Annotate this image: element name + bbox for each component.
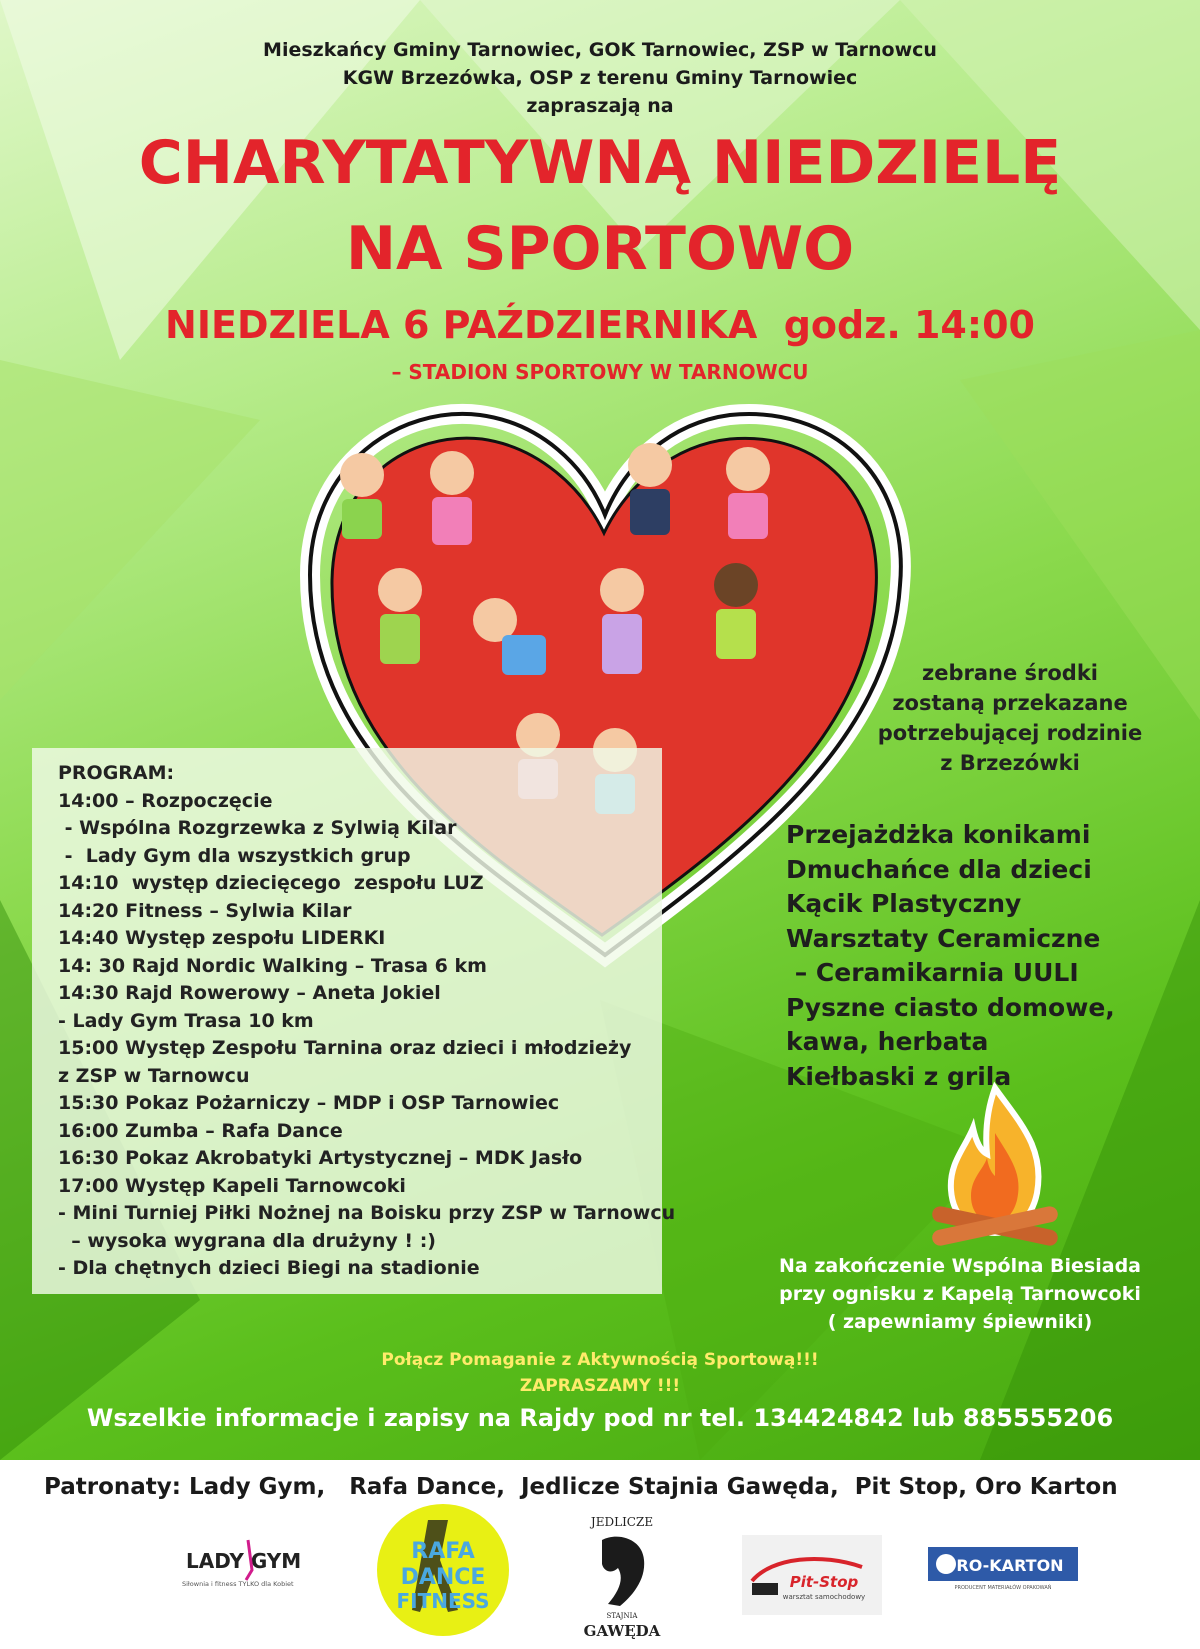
svg-text:FITNESS: FITNESS [396, 1589, 490, 1613]
attraction-item: – Ceramikarnia UULI [786, 958, 1079, 987]
organizers-line-3: zapraszają na [526, 95, 674, 117]
program-item: 14:00 – Rozpoczęcie [58, 789, 273, 812]
event-date: NIEDZIELA 6 PAŹDZIERNIKA godz. 14:00 [165, 303, 1035, 347]
campfire-icon [925, 1078, 1065, 1253]
program-item: - Lady Gym Trasa 10 km [58, 1009, 314, 1032]
svg-text:PRODUCENT MATERIAŁÓW OPAKOWAŃ: PRODUCENT MATERIAŁÓW OPAKOWAŃ [954, 1585, 1052, 1591]
svg-text:DANCE: DANCE [400, 1565, 486, 1590]
attraction-item: Pyszne ciasto domowe, [786, 992, 1115, 1022]
funds-line: potrzebującej rodzinie [877, 721, 1143, 745]
oro-karton-logo [928, 1545, 1078, 1591]
program-item: z ZSP w Tarnowcu [58, 1064, 250, 1087]
program-item: - Mini Turniej Piłki Nożnej na Boisku przy ZSP w Tarnowcu [58, 1202, 676, 1224]
closing-line: Na zakończenie Wspólna Biesiada [778, 1255, 1141, 1277]
patrons-line: Patronaty: Lady Gym, Rafa Dance, Jedlicze Stajnia Gawęda, Pit Stop, Oro Karton [44, 1474, 1118, 1500]
program-item: 14:20 Fitness – Sylwia Kilar [58, 899, 352, 922]
program-item: 14:30 Rajd Rowerowy – Aneta Jokiel [58, 982, 441, 1004]
event-title-line-1: CHARYTATYWNĄ NIEDZIELĘ [138, 128, 1062, 198]
program-item: - Lady Gym dla wszystkich grup [58, 844, 411, 867]
funds-note [860, 658, 1160, 778]
program-item: 16:00 Zumba – Rafa Dance [58, 1119, 343, 1142]
svg-text:warsztat samochodowy: warsztat samochodowy [782, 1593, 866, 1601]
svg-text:STAJNIA: STAJNIA [606, 1612, 638, 1620]
svg-text:RO-KARTON: RO-KARTON [956, 1556, 1064, 1575]
contact-info: Wszelkie informacje i zapisy na Rajdy pod nr tel. 134424842 lub 885555206 [86, 1404, 1114, 1432]
pit-stop-logo [742, 1535, 882, 1615]
attraction-item: Warsztaty Ceramiczne [786, 923, 1101, 953]
program-list [58, 760, 678, 1283]
event-venue: – STADION SPORTOWY W TARNOWCU [391, 360, 809, 384]
program-item: 17:00 Występ Kapeli Tarnowcoki [58, 1174, 406, 1197]
funds-line: zostaną przekazane [892, 691, 1128, 715]
svg-text:GAWĘDA: GAWĘDA [583, 1622, 661, 1640]
program-item: 15:00 Występ Zespołu Tarnina oraz dzieci i młodzieży [58, 1037, 632, 1059]
svg-text:Siłownia i fitness TYLKO dla K: Siłownia i fitness TYLKO dla Kobiet [182, 1580, 294, 1588]
program-item: - Dla chętnych dzieci Biegi na stadionie [58, 1257, 480, 1279]
program-item: 16:30 Pokaz Akrobatyki Artystycznej – MDK Jasło [58, 1147, 583, 1169]
program-heading: PROGRAM: [58, 762, 175, 784]
svg-text:Pit-Stop: Pit-Stop [789, 1573, 859, 1591]
attractions-list [786, 818, 1186, 1094]
rafa-dance-logo [368, 1500, 518, 1640]
slogan-line-2: ZAPRASZAMY !!! [519, 1376, 681, 1396]
stajnia-gaweda-logo [572, 1510, 672, 1645]
lady-gym-logo [178, 1530, 318, 1600]
closing-line: przy ognisku z Kapelą Tarnowcoki [779, 1283, 1141, 1305]
attraction-item: Przejażdżka konikami [786, 820, 1091, 849]
organizers [0, 36, 1200, 120]
slogan-line-1: Połącz Pomaganie z Aktywnością Sportową!!! [381, 1350, 819, 1370]
program-item: 14:40 Występ zespołu LIDERKI [58, 927, 386, 949]
svg-text:JEDLICZE: JEDLICZE [590, 1515, 654, 1529]
funds-line: zebrane środki [921, 661, 1098, 685]
program-item: 14: 30 Rajd Nordic Walking – Trasa 6 km [58, 954, 487, 977]
organizers-line-1: Mieszkańcy Gminy Tarnowiec, GOK Tarnowiec, ZSP w Tarnowcu [263, 39, 937, 61]
program-item: – wysoka wygrana dla drużyny ! :) [58, 1229, 436, 1252]
program-item: 15:30 Pokaz Pożarniczy – MDP i OSP Tarnowiec [58, 1092, 560, 1114]
attraction-item: Dmuchańce dla dzieci [786, 854, 1092, 884]
organizers-line-2: KGW Brzezówka, OSP z terenu Gminy Tarnowiec [342, 67, 858, 89]
attraction-item: kawa, herbata [786, 1027, 989, 1056]
event-title-line-2: NA SPORTOWO [345, 214, 855, 284]
slogan [0, 1347, 1200, 1399]
svg-text:RAFA: RAFA [411, 1539, 475, 1564]
closing-feast [760, 1252, 1160, 1336]
program-item: - Wspólna Rozgrzewka z Sylwią Kilar [58, 817, 457, 839]
svg-text:LADY GYM: LADY GYM [186, 1549, 302, 1573]
funds-line: z Brzezówki [940, 751, 1080, 775]
attraction-item: Kącik Plastyczny [786, 889, 1022, 918]
program-item: 14:10 występ dziecięcego zespołu LUZ [58, 872, 484, 894]
attraction-item: Kiełbaski z grila [786, 1061, 1012, 1091]
closing-line: ( zapewniamy śpiewniki) [827, 1311, 1093, 1333]
